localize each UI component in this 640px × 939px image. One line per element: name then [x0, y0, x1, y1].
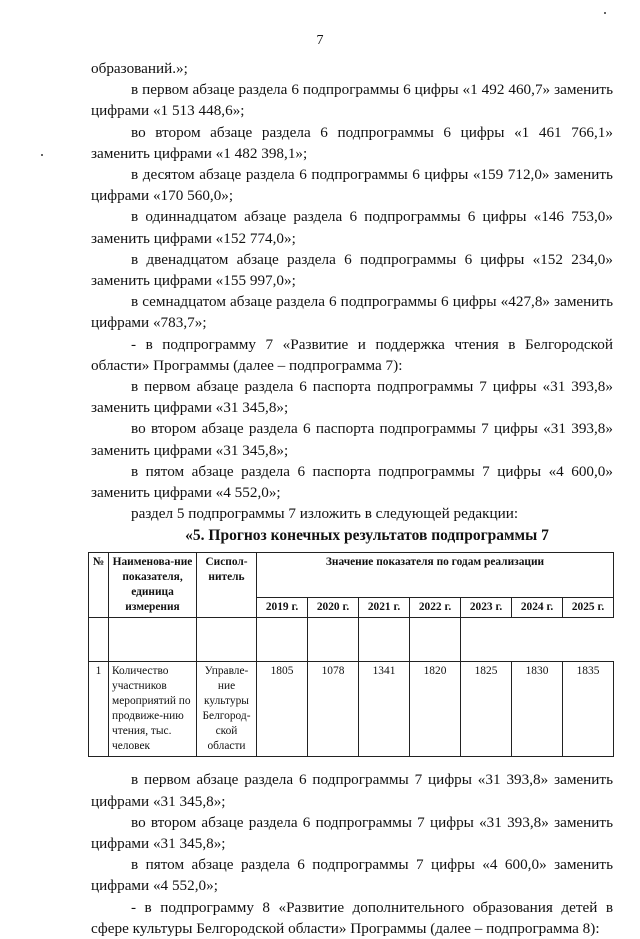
paragraph: в семнадцатом абзаце раздела 6 подпрограммы 6 цифры «427,8» заменить цифрами «783,7»; [91, 293, 613, 332]
paragraph: - в подпрограмму 7 «Развитие и поддержка чтения в Белгородской области» Программы (далее – подпрограмма 7): [91, 335, 613, 374]
header-executor: Сиспол-нитель [197, 553, 257, 618]
paragraph: в десятом абзаце раздела 6 подпрограммы 6 цифры «159 712,0» заменить цифрами «170 560,0»; [91, 166, 613, 205]
row-executor: Управле-ние культуры Белгород-ской области [197, 662, 257, 757]
paragraphs-before [91, 58, 613, 524]
row-value: 1341 [359, 662, 410, 757]
header-year: 2024 г. [512, 598, 563, 618]
header-indicator-name: Наименова-ние показателя, единица измерения [109, 553, 197, 618]
header-year: 2022 г. [410, 598, 461, 618]
scan-speck [604, 12, 606, 14]
header-num: № [89, 553, 109, 618]
paragraphs-after [91, 769, 613, 939]
header-spacer-cell [257, 618, 308, 662]
header-year: 2019 г. [257, 598, 308, 618]
header-year: 2021 г. [359, 598, 410, 618]
header-spacer-cell [197, 618, 257, 662]
row-indicator-name: Количество участников мероприятий по продвиже-нию чтения, тыс. человек [109, 662, 197, 757]
scan-speck [41, 154, 43, 156]
paragraph: во втором абзаце раздела 6 подпрограммы 7 цифры «31 393,8» заменить цифрами «31 345,8»; [91, 813, 613, 853]
header-year: 2023 г. [461, 598, 512, 618]
paragraph: в первом абзаце раздела 6 подпрограммы 7 цифры «31 393,8» заменить цифрами «31 345,8»; [91, 771, 613, 810]
paragraph: образований.»; [91, 60, 188, 77]
paragraph: в одиннадцатом абзаце раздела 6 подпрограммы 6 цифры «146 753,0» заменить цифрами «152 774,0»; [91, 208, 613, 247]
row-num: 1 [89, 662, 109, 757]
section-heading: «5. Прогноз конечных результатов подпрограммы 7 [185, 527, 549, 545]
paragraph: в двенадцатом абзаце раздела 6 подпрограммы 6 цифры «152 234,0» заменить цифрами «155 997,0»; [91, 250, 613, 290]
indicators-table [88, 552, 614, 757]
header-spacer-cell [308, 618, 359, 662]
row-value: 1805 [257, 662, 308, 757]
paragraph: в пятом абзаце раздела 6 паспорта подпрограммы 7 цифры «4 600,0» заменить цифрами «4 552,0»; [91, 462, 613, 502]
row-value: 1820 [410, 662, 461, 757]
header-spacer-cell [109, 618, 197, 662]
row-value: 1078 [308, 662, 359, 757]
paragraph: в первом абзаце раздела 6 подпрограммы 6 цифры «1 492 460,7» заменить цифрами «1 513 448,6»; [91, 81, 613, 120]
header-year: 2025 г. [563, 598, 614, 618]
document-body [91, 58, 613, 939]
row-value: 1825 [461, 662, 512, 757]
header-values-by-year: Значение показателя по годам реализации [257, 553, 614, 598]
paragraph: раздел 5 подпрограммы 7 изложить в следующей редакции: [131, 505, 519, 523]
paragraph: - в подпрограмму 8 «Развитие дополнительного образования детей в сфере культуры Белгородской области» Программы (далее – подпрограмма 8): [91, 898, 613, 937]
row-value: 1835 [563, 662, 614, 757]
paragraph: в пятом абзаце раздела 6 подпрограммы 7 цифры «4 600,0» заменить цифрами «4 552,0»; [91, 856, 613, 895]
paragraph: во втором абзаце раздела 6 паспорта подпрограммы 7 цифры «31 393,8» заменить цифрами «31 345,8»; [91, 420, 613, 459]
table-row [89, 662, 614, 757]
header-spacer-cell [89, 618, 109, 662]
row-value: 1830 [512, 662, 563, 757]
header-spacer-cell [410, 618, 461, 662]
page-number: 7 [316, 33, 324, 48]
paragraph: в первом абзаце раздела 6 паспорта подпрограммы 7 цифры «31 393,8» заменить цифрами «31 345,8»; [91, 378, 613, 417]
header-spacer-cell [359, 618, 410, 662]
paragraph: во втором абзаце раздела 6 подпрограммы 6 цифры «1 461 766,1» заменить цифрами «1 482 398,1»; [91, 123, 613, 162]
header-year: 2020 г. [308, 598, 359, 618]
